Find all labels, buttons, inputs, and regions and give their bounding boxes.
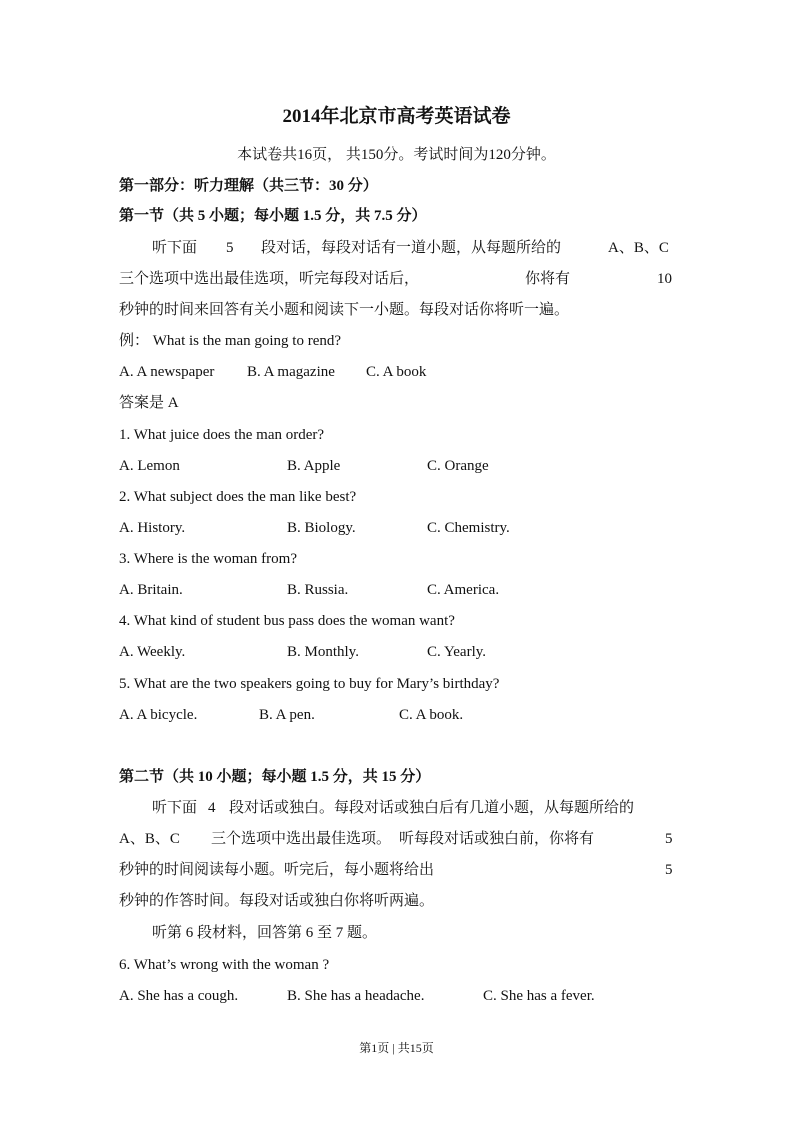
option-b: B. A pen. — [259, 707, 315, 723]
instr-text: 听下面 — [152, 240, 198, 256]
option-c: C. Chemistry. — [427, 520, 510, 536]
page-title: 2014年北京市高考英语试卷 — [282, 106, 511, 127]
instr-text: 4 — [208, 800, 216, 816]
subtitle: 本试卷共16页， 共150分。考试时间为120分钟。 — [237, 147, 556, 163]
instr-text: 段对话，每段对话有一道小题，从每题所给的 — [261, 240, 562, 256]
instr-text: 5 — [665, 831, 673, 847]
option-c: C. A book. — [399, 707, 464, 723]
question: 5. What are the two speakers going to buy for Mary’s birthday? — [119, 676, 500, 692]
question: 3. Where is the woman from? — [119, 551, 298, 567]
instr-text: 5 — [665, 862, 673, 878]
option-b: B. Apple — [287, 458, 341, 474]
instr-text: 秒钟的作答时间。每段对话或独白你将听两遍。 — [119, 893, 435, 909]
option-a: A. Lemon — [119, 458, 180, 474]
instr-text: 秒钟的时间来回答有关小题和阅读下一小题。每段对话你将听一遍。 — [119, 302, 570, 318]
option-c: C. A book — [366, 364, 427, 380]
instr-text: 5 — [226, 240, 234, 256]
instr-text: 秒钟的时间阅读每小题。听完后，每小题将给出 — [119, 862, 435, 878]
option-c: C. Yearly. — [427, 644, 487, 660]
option-a: A. She has a cough. — [119, 988, 239, 1004]
option-c: C. Orange — [427, 458, 489, 474]
option-a: A. A newspaper — [119, 364, 215, 380]
question: 4. What kind of student bus pass does the woman want? — [119, 613, 455, 629]
instr-text: A、B、C — [608, 240, 669, 256]
question: 6. What’s wrong with the woman ? — [119, 957, 330, 973]
instr-text: 10 — [657, 271, 672, 287]
instr-text: A、B、C — [119, 831, 180, 847]
option-c: C. She has a fever. — [483, 988, 595, 1004]
option-a: A. History. — [119, 520, 186, 536]
question: 1. What juice does the man order? — [119, 427, 325, 443]
part-heading: 第一部分：听力理解（共三节：30 分） — [119, 178, 378, 194]
instr-text: 三个选项中选出最佳选项，听完每段对话后， — [119, 271, 420, 287]
option-b: B. Biology. — [287, 520, 356, 536]
instr-text: 段对话或独白。每段对话或独白后有几道小题，从每题所给的 — [229, 800, 635, 816]
option-a: A. A bicycle. — [119, 707, 198, 723]
example-answer: 答案是 A — [119, 395, 179, 411]
option-b: B. Monthly. — [287, 644, 359, 660]
option-a: A. Britain. — [119, 582, 183, 598]
option-a: A. Weekly. — [119, 644, 186, 660]
instr-text: 你将有 — [525, 271, 571, 287]
instr-text: 三个选项中选出最佳选项。 — [211, 831, 392, 847]
option-b: B. Russia. — [287, 582, 349, 598]
instr-text: 听下面 — [152, 800, 198, 816]
sub-instruction: 听第 6 段材料，回答第 6 至 7 题。 — [152, 925, 378, 941]
option-c: C. America. — [427, 582, 500, 598]
page-footer: 第1页 | 共15页 — [359, 1041, 434, 1055]
option-b: B. She has a headache. — [287, 988, 425, 1004]
section-heading: 第一节（共 5 小题；每小题 1.5 分，共 7.5 分） — [119, 208, 427, 224]
question: 2. What subject does the man like best? — [119, 489, 357, 505]
option-b: B. A magazine — [247, 364, 335, 380]
example-question: 例： What is the man going to rend? — [119, 333, 342, 349]
instr-text: 听每段对话或独白前，你将有 — [399, 831, 595, 847]
section-heading: 第二节（共 10 小题；每小题 1.5 分，共 15 分） — [119, 769, 431, 785]
